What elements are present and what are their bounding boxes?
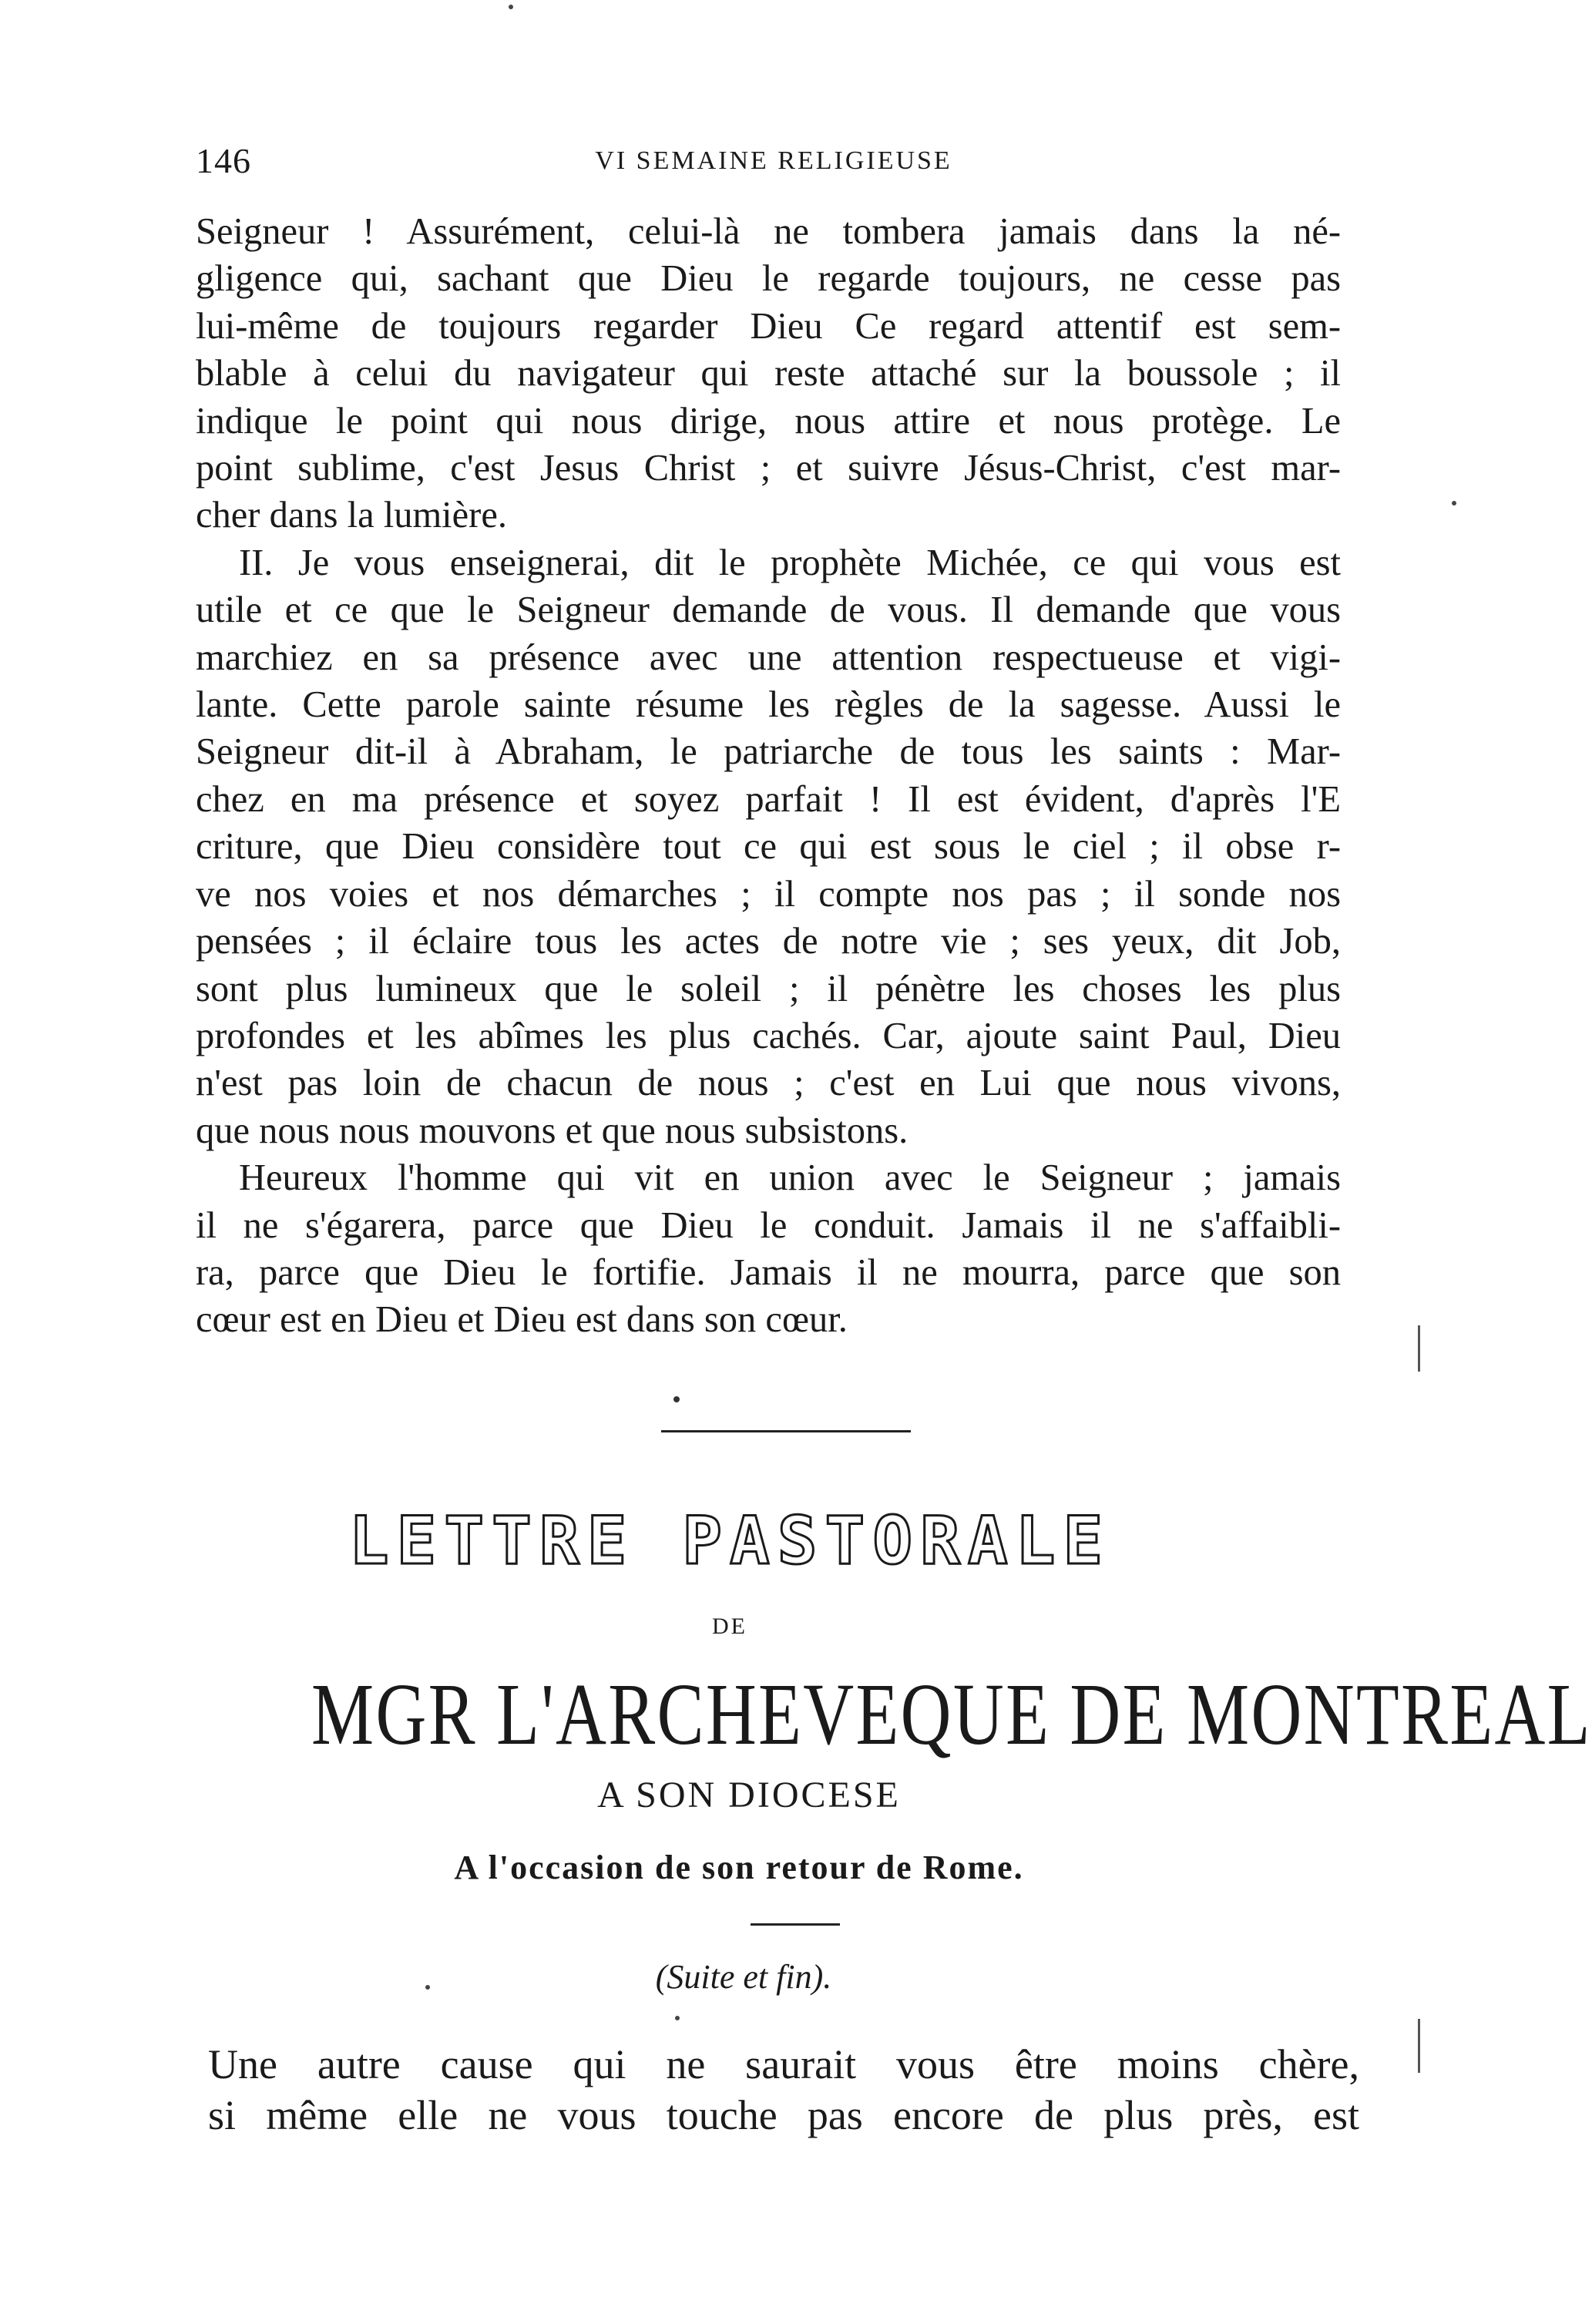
stray-dot	[509, 5, 513, 9]
margin-mark	[1418, 2019, 1420, 2073]
text-line: si même elle ne vous touche pas encore de plus près, est	[208, 2092, 1359, 2138]
text-line: Seigneur ! Assurément, celui-là ne tombera jamais dans la né-	[196, 211, 1341, 252]
stray-dot	[675, 2016, 680, 2020]
suite-et-fin: (Suite et fin).	[655, 1958, 832, 1996]
text-line: ra, parce que Dieu le fortifie. Jamais il ne mourra, parce que son	[196, 1251, 1341, 1293]
title-archeveque: MGR L'ARCHEVEQUE DE MONTREAL	[311, 1665, 1592, 1763]
text-line: point sublime, c'est Jesus Christ ; et suivre Jésus-Christ, c'est mar-	[196, 448, 1341, 489]
page-number: 146	[196, 141, 251, 180]
text-line: chez en ma présence et soyez parfait ! Il est évident, d'après l'E	[196, 778, 1341, 820]
paragraph-3	[196, 1154, 1341, 1344]
title-divider	[751, 1923, 840, 1926]
text-line: gligence qui, sachant que Dieu le regarde toujours, ne cesse pas	[196, 258, 1341, 300]
text-line: Heureux l'homme qui vit en union avec le Seigneur ; jamais	[239, 1157, 1341, 1199]
section-divider	[661, 1430, 911, 1432]
text-line: profondes et les abîmes les plus cachés. Car, ajoute saint Paul, Dieu	[196, 1015, 1341, 1056]
title-lettre-pastorale: LETTRE PASTORALE	[348, 1503, 1111, 1580]
text-line: que nous nous mouvons et que nous subsistons.	[196, 1110, 909, 1151]
text-line: utile et ce que le Seigneur demande de vous. Il demande que vous	[196, 589, 1341, 631]
text-line: n'est pas loin de chacun de nous ; c'est en Lui que nous vivons,	[196, 1063, 1341, 1104]
body-text	[196, 208, 1341, 1344]
page-header	[196, 140, 1352, 186]
text-line: Une autre cause qui ne saurait vous être moins chère,	[208, 2041, 1359, 2087]
paragraph-2	[196, 539, 1341, 1154]
title-diocese: A SON DIOCESE	[597, 1775, 901, 1815]
running-head: VI SEMAINE RELIGIEUSE	[595, 146, 952, 175]
text-line: cœur est en Dieu et Dieu est dans son cœur.	[196, 1299, 848, 1341]
text-line: II. Je vous enseignerai, dit le prophète Michée, ce qui vous est	[239, 542, 1341, 583]
text-line: il ne s'égarera, parce que Dieu le conduit. Jamais il ne s'affaibli-	[196, 1204, 1341, 1246]
text-line: lui-même de toujours regarder Dieu Ce regard attentif est sem-	[196, 305, 1341, 347]
text-line: pensées ; il éclaire tous les actes de notre vie ; ses yeux, dit Job,	[196, 921, 1341, 962]
text-line: ve nos voies et nos démarches ; il compte nos pas ; il sonde nos	[196, 873, 1341, 915]
continuation-text	[208, 2039, 1359, 2141]
text-line: indique le point qui nous dirige, nous attire et nous protège. Le	[196, 400, 1341, 442]
stray-dot	[1452, 501, 1456, 505]
text-line: Seigneur dit-il à Abraham, le patriarche de tous les saints : Mar-	[196, 731, 1341, 773]
title-occasion: A l'occasion de son retour de Rome.	[454, 1849, 1024, 1886]
margin-mark	[1418, 1325, 1420, 1372]
ornament-dot	[673, 1396, 680, 1402]
text-line: criture, que Dieu considère tout ce qui est sous le ciel ; il obse r-	[196, 826, 1341, 868]
text-line: marchiez en sa présence avec une attention respectueuse et vigi-	[196, 636, 1341, 678]
text-line: lante. Cette parole sainte résume les règles de la sagesse. Aussi le	[196, 684, 1341, 726]
paragraph-1	[196, 208, 1341, 539]
text-line: cher dans la lumière.	[196, 495, 507, 536]
title-de: DE	[712, 1614, 747, 1639]
text-line: sont plus lumineux que le soleil ; il pénètre les choses les plus	[196, 968, 1341, 1009]
text-line: blable à celui du navigateur qui reste attaché sur la boussole ; il	[196, 353, 1341, 395]
